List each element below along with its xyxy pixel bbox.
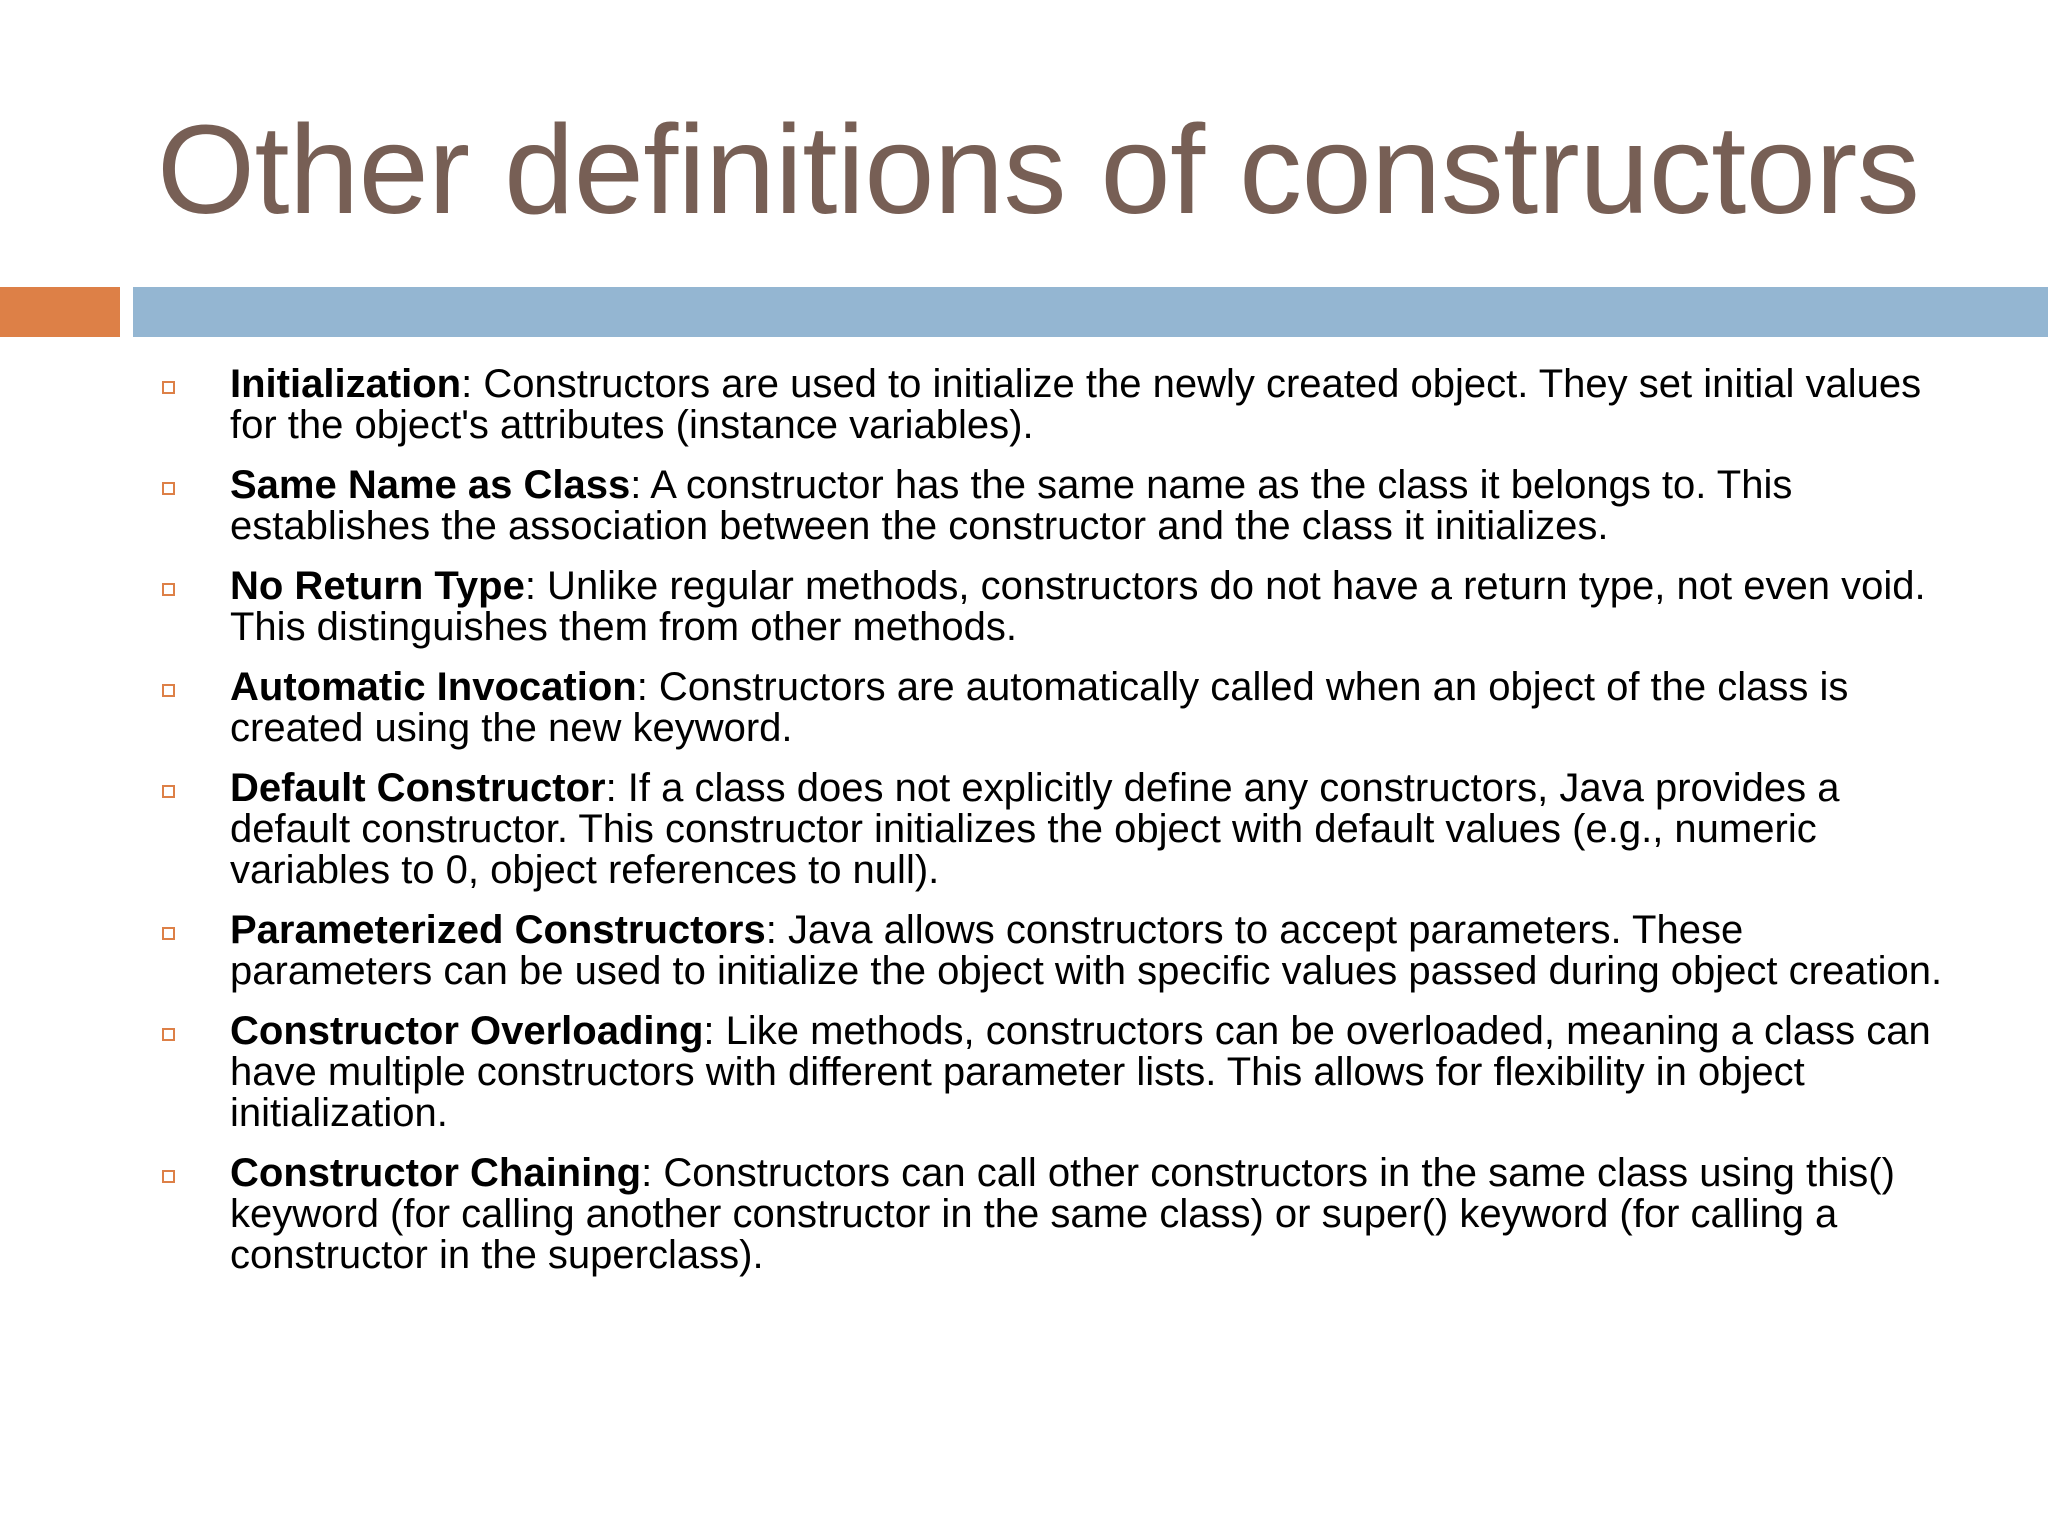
square-bullet-icon bbox=[162, 684, 175, 697]
bullet-item bbox=[0, 465, 2048, 547]
bullet-text: : Unlike regular methods, constructors do not have a return type, not even void. This distinguishes them from other methods. bbox=[230, 564, 1926, 649]
bullet-item bbox=[0, 566, 2048, 648]
square-bullet-icon bbox=[162, 482, 175, 495]
bullet-text: : Constructors are automatically called when an object of the class is created using the new keyword. bbox=[230, 665, 1849, 750]
bullet-text: : Constructors can call other constructors in the same class using this() keyword (for calling another constructor in the same class) or super() keyword (for calling a constructor in the superclass). bbox=[230, 1151, 1895, 1277]
bullet-text: : Java allows constructors to accept parameters. These parameters can be used to initialize the object with specific values passed during object creation. bbox=[230, 908, 1943, 993]
bullet-term: Default Constructor bbox=[230, 766, 606, 810]
bullet-term: Same Name as Class bbox=[230, 463, 631, 507]
square-bullet-icon bbox=[162, 381, 175, 394]
bullet-item bbox=[0, 1153, 2048, 1276]
title-accent-bar-orange bbox=[0, 287, 120, 337]
bullet-text: : Like methods, constructors can be overloaded, meaning a class can have multiple constructors with different parameter lists. This allows for flexibility in object initialization. bbox=[230, 1009, 1931, 1135]
square-bullet-icon bbox=[162, 1170, 175, 1183]
title-accent-bar-blue bbox=[133, 287, 2048, 337]
slide-title: Other definitions of constructors bbox=[157, 99, 1920, 240]
bullet-term: Constructor Overloading bbox=[230, 1009, 704, 1053]
square-bullet-icon bbox=[162, 927, 175, 940]
bullet-list bbox=[0, 364, 2048, 1295]
bullet-item bbox=[0, 667, 2048, 749]
bullet-term: Initialization bbox=[230, 362, 462, 406]
bullet-term: No Return Type bbox=[230, 564, 525, 608]
bullet-item bbox=[0, 364, 2048, 446]
bullet-term: Parameterized Constructors bbox=[230, 908, 766, 952]
bullet-text: : Constructors are used to initialize the newly created object. They set initial values for the object's attributes (instance variables). bbox=[230, 362, 1922, 447]
bullet-term: Automatic Invocation bbox=[230, 665, 637, 709]
square-bullet-icon bbox=[162, 785, 175, 798]
square-bullet-icon bbox=[162, 583, 175, 596]
bullet-term: Constructor Chaining bbox=[230, 1151, 642, 1195]
bullet-item bbox=[0, 910, 2048, 992]
bullet-text: : A constructor has the same name as the class it belongs to. This establishes the association between the constructor and the class it initializes. bbox=[230, 463, 1793, 548]
bullet-text: : If a class does not explicitly define any constructors, Java provides a default constructor. This constructor initializes the object with default values (e.g., numeric variables to 0, object references to null). bbox=[230, 766, 1840, 892]
square-bullet-icon bbox=[162, 1028, 175, 1041]
bullet-item bbox=[0, 1011, 2048, 1134]
bullet-item bbox=[0, 768, 2048, 891]
